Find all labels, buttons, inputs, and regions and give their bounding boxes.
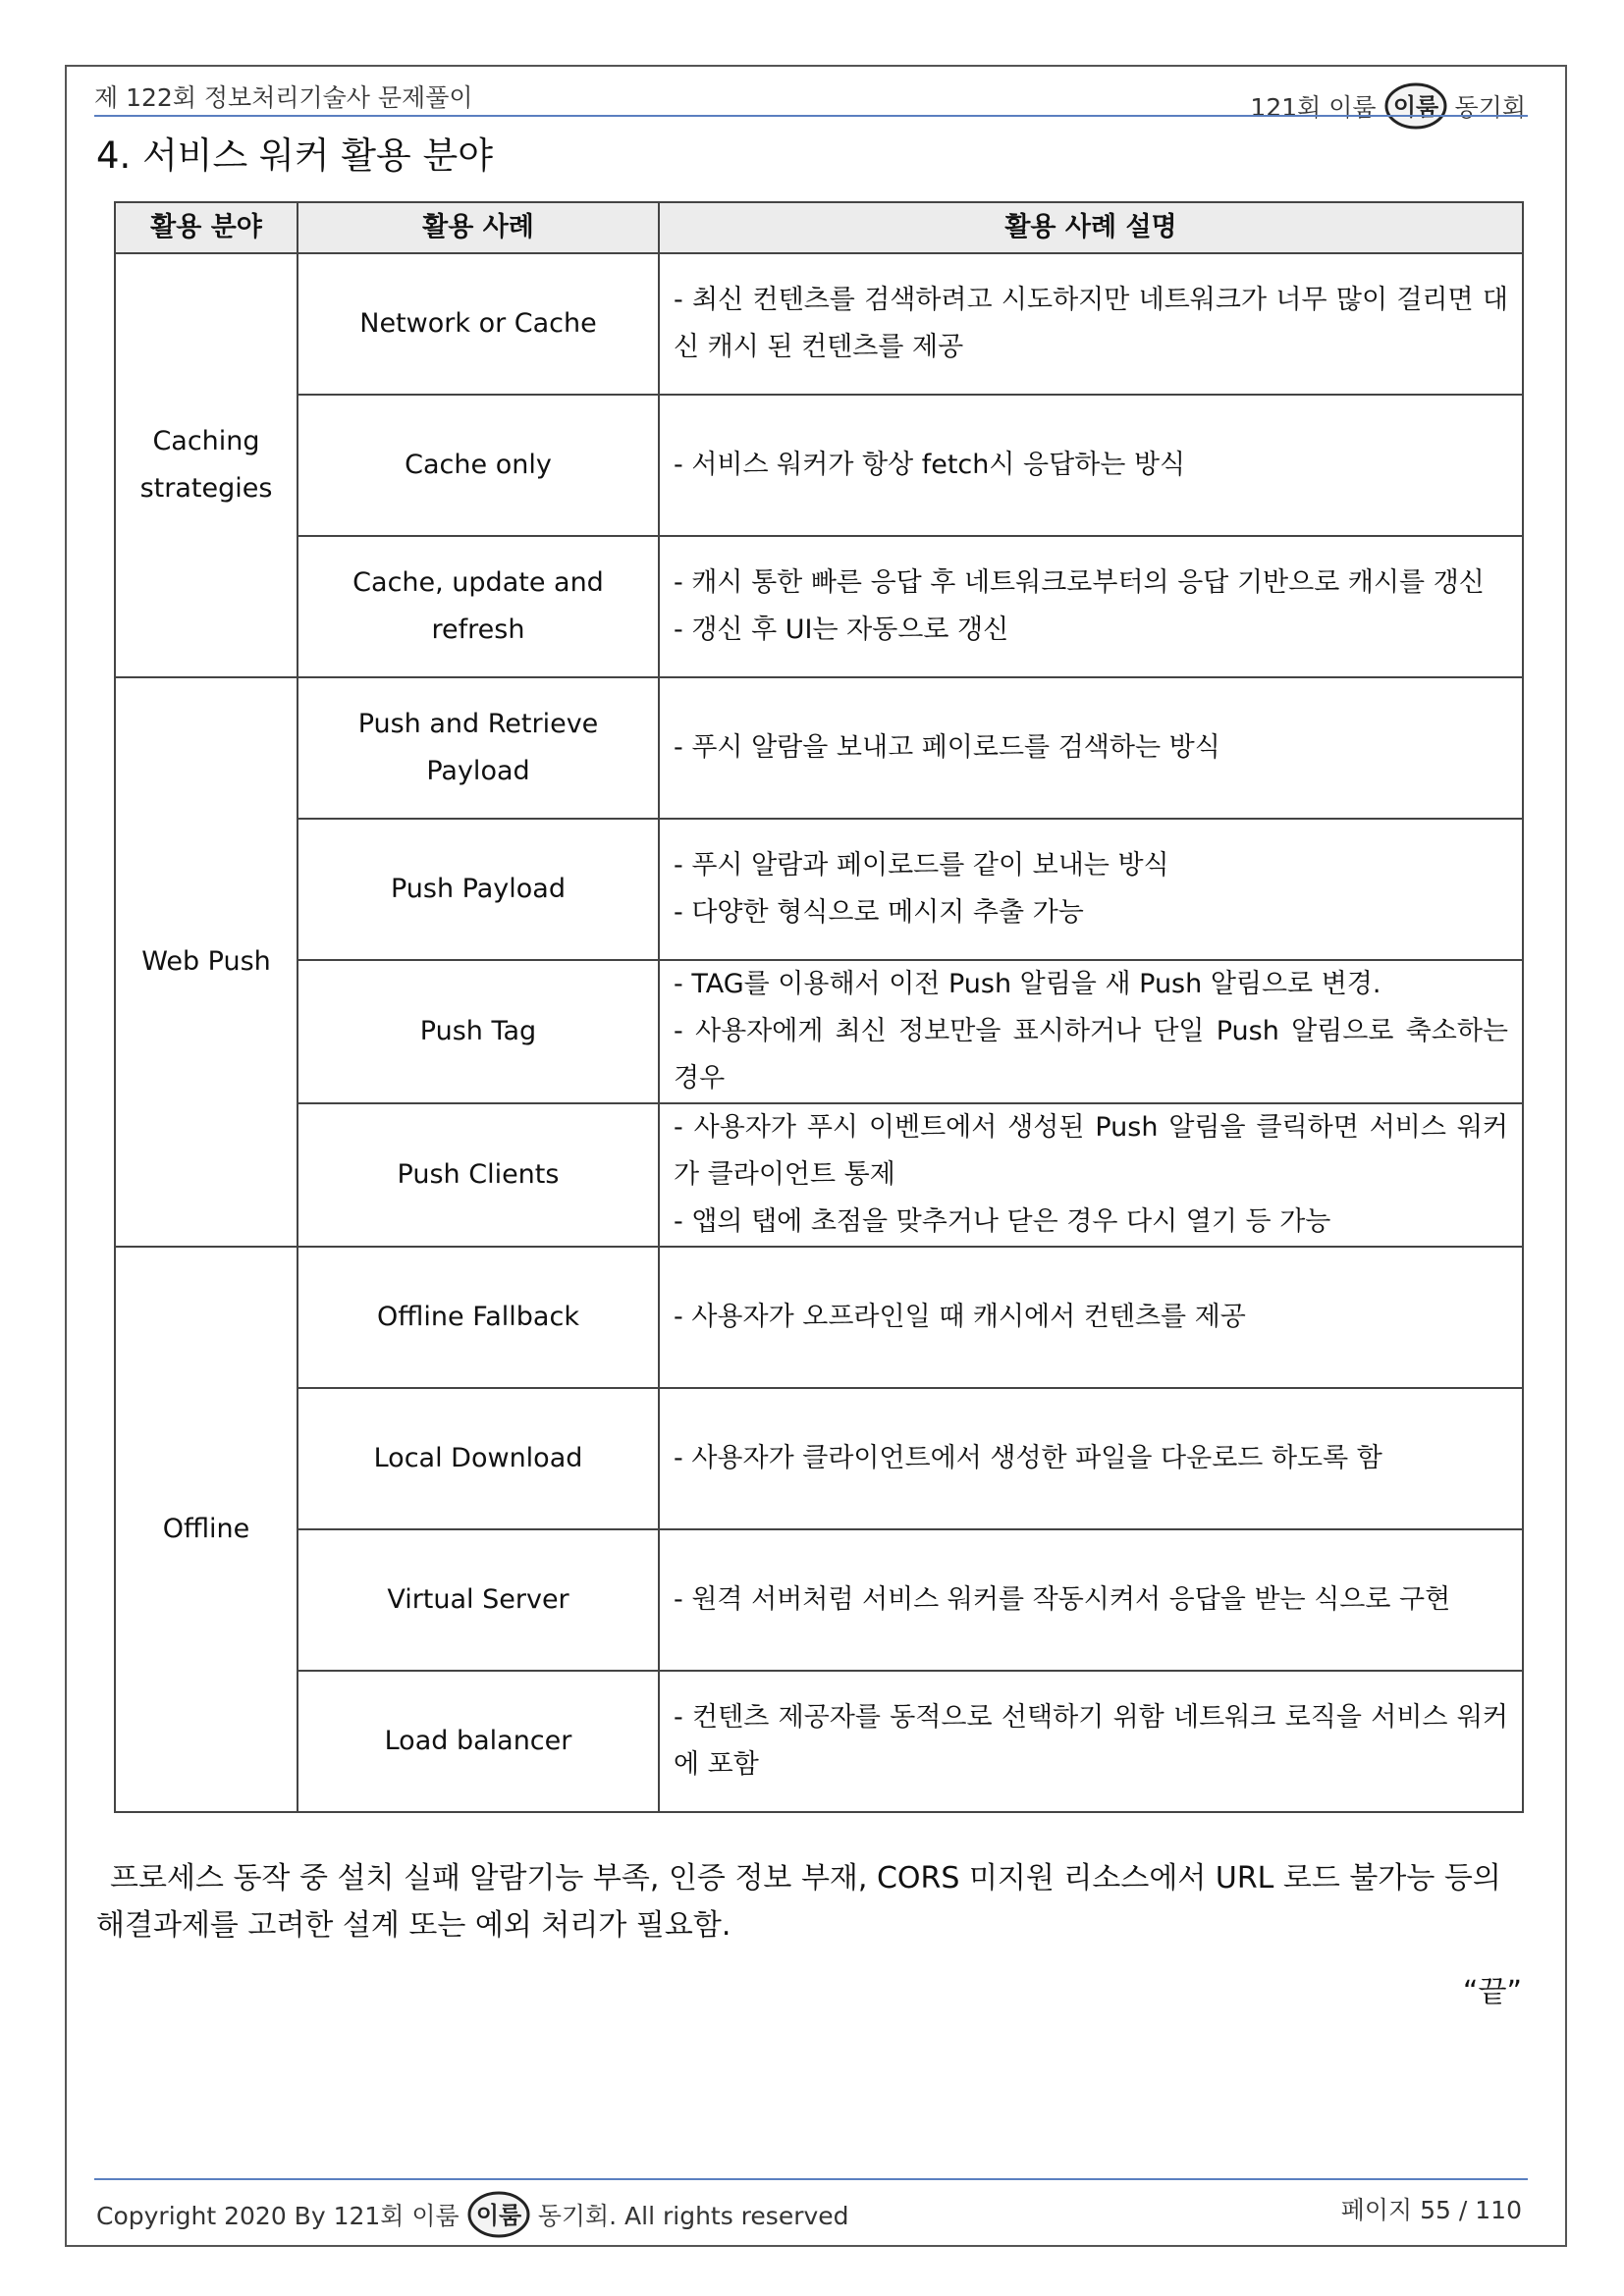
description-cell [659, 960, 1523, 1103]
page-number: 페이지 55 / 110 [1340, 2196, 1522, 2224]
group-seal-logo [1382, 79, 1449, 133]
description-cell [659, 677, 1523, 819]
description-cell [659, 819, 1523, 960]
description-line: - 최신 컨텐츠를 검색하려고 시도하지만 네트워크가 너무 많이 걸리면 대신 캐시 된 컨텐츠를 제공 [674, 285, 1508, 362]
header-case: 활용 사례 [298, 202, 659, 253]
description-cell [659, 1247, 1523, 1388]
table-row [115, 1671, 1523, 1812]
table-row [115, 536, 1523, 677]
description-line: - 푸시 알람과 페이로드를 같이 보내는 방식 [674, 850, 1169, 881]
header-divider [94, 115, 1528, 117]
case-cell: Cache, update and refresh [298, 536, 659, 677]
footer-divider [94, 2178, 1528, 2180]
header-title: 제 122회 정보처리기술사 문제풀이 [94, 83, 473, 112]
conclusion-text: 프로세스 동작 중 설치 실패 알람기능 부족, 인증 정보 부재, CORS 미지원 리소스에서 URL 로드 불가능 등의 해결과제를 고려한 설계 또는 예외 처리가 필요함. [96, 1861, 1501, 1943]
case-cell: Load balancer [298, 1671, 659, 1812]
header-group-name: 121회 이룸 [1250, 93, 1377, 122]
description-line: - 사용자가 푸시 이벤트에서 생성된 Push 알림을 클릭하면 서비스 워커가 클라이언트 통제 [674, 1112, 1508, 1190]
footer-copyright-end: 동기회. All rights reserved [537, 2202, 849, 2230]
usage-table [114, 201, 1524, 1813]
table-row [115, 1103, 1523, 1247]
area-cell: Web Push [115, 677, 298, 1247]
case-cell: Network or Cache [298, 253, 659, 395]
case-cell: Push Clients [298, 1103, 659, 1247]
case-cell: Push and Retrieve Payload [298, 677, 659, 819]
end-mark: “끝” [1462, 1975, 1522, 2009]
footer-copyright [96, 2187, 849, 2242]
area-cell: Offline [115, 1247, 298, 1812]
case-cell: Local Download [298, 1388, 659, 1529]
description-line: - 앱의 탭에 초점을 맞추거나 닫은 경우 다시 열기 등 가능 [674, 1206, 1331, 1237]
case-cell: Virtual Server [298, 1529, 659, 1671]
case-cell: Offline Fallback [298, 1247, 659, 1388]
table-row [115, 1388, 1523, 1529]
description-line: - TAG를 이용해서 이전 Push 알림을 새 Push 알림으로 변경. [674, 969, 1381, 999]
description-cell [659, 1671, 1523, 1812]
table-row [115, 960, 1523, 1103]
table-row [115, 1247, 1523, 1388]
description-line: - 갱신 후 UI는 자동으로 갱신 [674, 614, 1009, 645]
header-group-suffix: 동기회 [1454, 93, 1526, 122]
table-row [115, 395, 1523, 536]
description-line: - 원격 서버처럼 서비스 워커를 작동시켜서 응답을 받는 식으로 구현 [674, 1584, 1451, 1615]
footer-seal-text: 이룸 [475, 2202, 521, 2229]
table-row [115, 819, 1523, 960]
case-cell: Push Tag [298, 960, 659, 1103]
case-cell: Cache only [298, 395, 659, 536]
header-area: 활용 분야 [115, 202, 298, 253]
description-cell [659, 1529, 1523, 1671]
description-cell [659, 1388, 1523, 1529]
description-cell [659, 253, 1523, 395]
table-row [115, 253, 1523, 395]
case-cell: Push Payload [298, 819, 659, 960]
description-line: - 다양한 형식으로 메시지 추출 가능 [674, 897, 1084, 928]
table-row [115, 677, 1523, 819]
seal-text: 이룸 [1392, 93, 1438, 121]
description-line: - 사용자가 클라이언트에서 생성한 파일을 다운로드 하도록 함 [674, 1443, 1382, 1473]
description-line: - 컨텐츠 제공자를 동적으로 선택하기 위함 네트워크 로직을 서비스 워커에 포함 [674, 1702, 1508, 1780]
section-title: 4. 서비스 워커 활용 분야 [96, 134, 494, 177]
header-description: 활용 사례 설명 [659, 202, 1523, 253]
description-line: - 사용자에게 최신 정보만을 표시하거나 단일 Push 알림으로 축소하는 경우 [674, 1016, 1508, 1094]
description-line: - 캐시 통한 빠른 응답 후 네트워크로부터의 응답 기반으로 캐시를 갱신 [674, 567, 1485, 598]
area-cell: Caching strategies [115, 253, 298, 677]
footer-copyright-start: Copyright 2020 By 121회 이룸 [96, 2202, 460, 2230]
table-header-row [115, 202, 1523, 253]
footer-seal-logo [465, 2187, 532, 2242]
description-line: - 푸시 알람을 보내고 페이로드를 검색하는 방식 [674, 732, 1220, 763]
description-line: - 서비스 워커가 항상 fetch시 응답하는 방식 [674, 450, 1186, 480]
header-group [1250, 79, 1526, 133]
table-row [115, 1529, 1523, 1671]
description-cell [659, 536, 1523, 677]
description-cell [659, 1103, 1523, 1247]
description-cell [659, 395, 1523, 536]
description-line: - 사용자가 오프라인일 때 캐시에서 컨텐츠를 제공 [674, 1302, 1246, 1332]
